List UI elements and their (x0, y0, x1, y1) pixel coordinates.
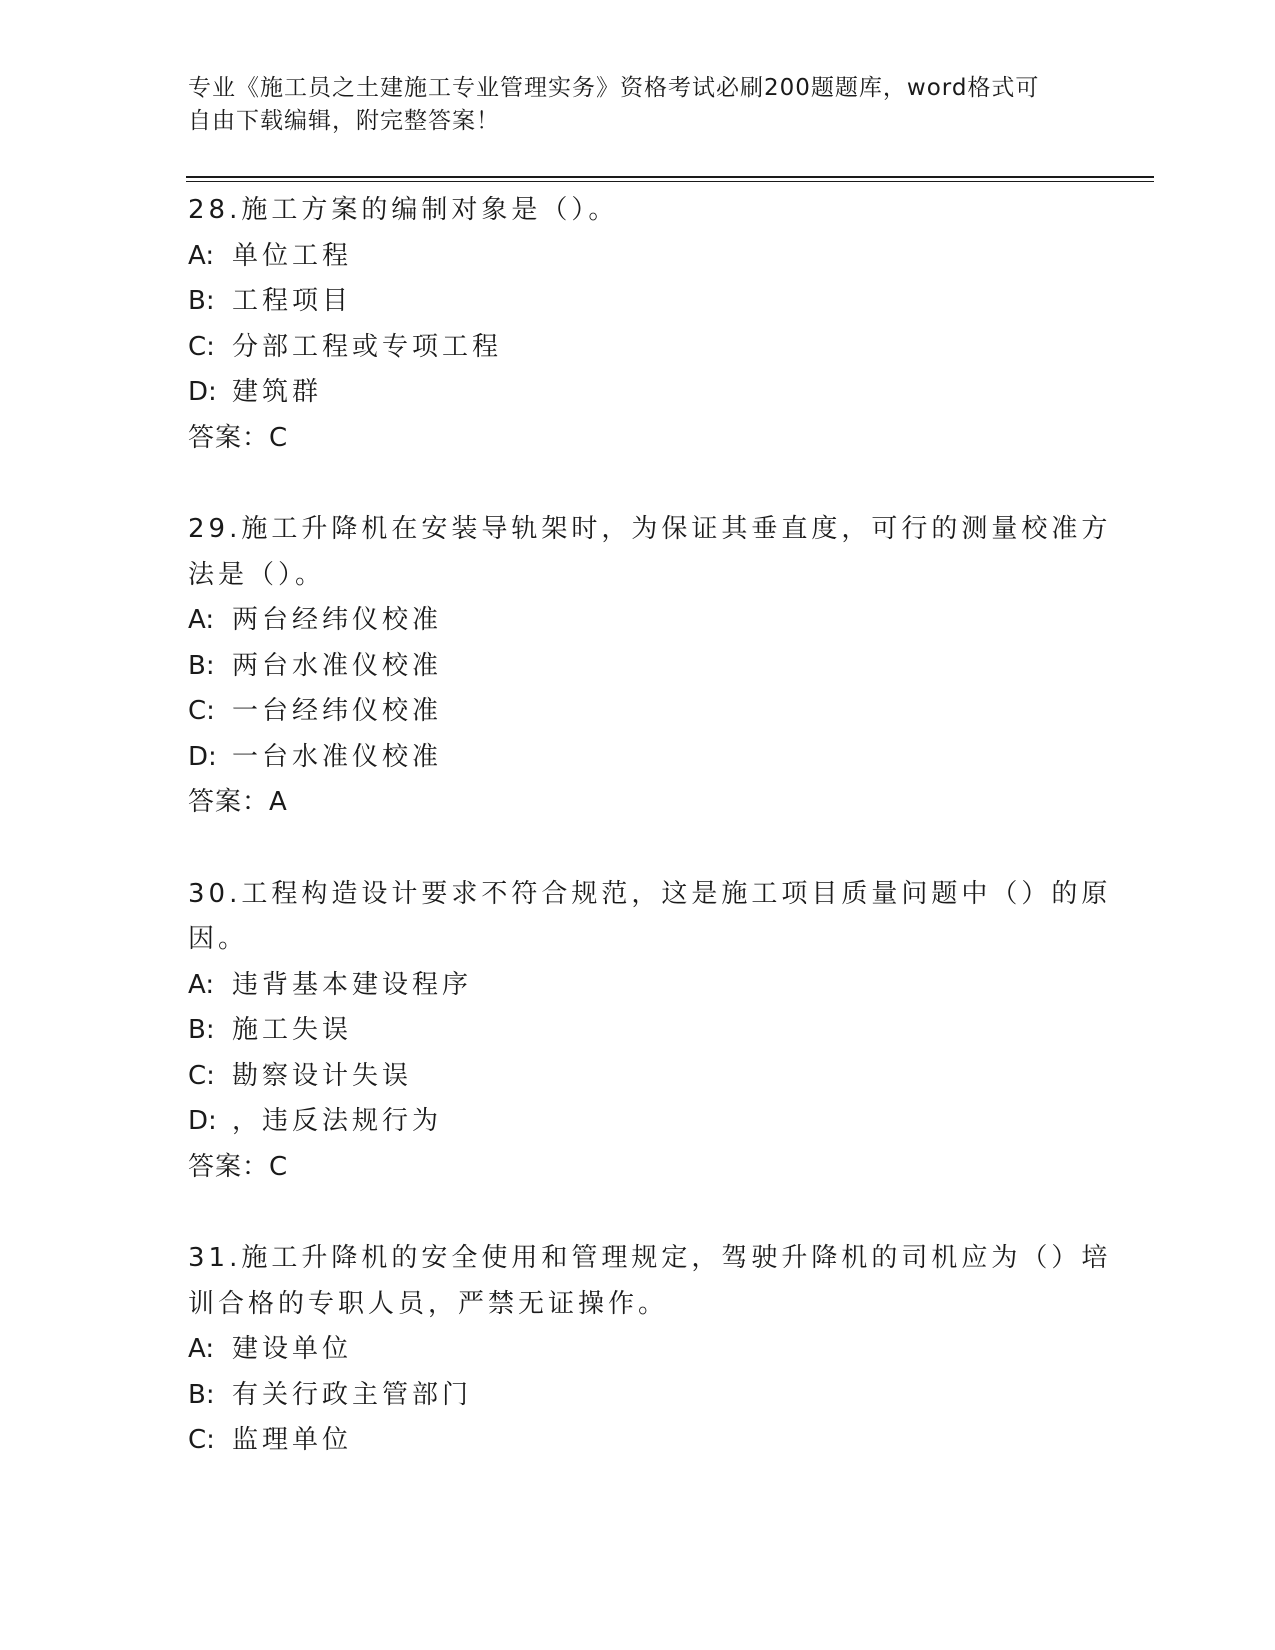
question-stem: 31.施工升降机的安全使用和管理规定，驾驶升降机的司机应为（）培 (188, 1243, 1112, 1273)
answer-value: C (269, 1151, 292, 1182)
option-label: C: (188, 696, 215, 726)
option-c (188, 689, 1088, 735)
option-text: ，违反法规行为 (232, 1106, 443, 1136)
option-a (188, 234, 1088, 280)
option-label: A: (188, 1334, 215, 1364)
option-b (188, 1373, 1088, 1419)
option-text: 建设单位 (232, 1334, 353, 1364)
option-a (188, 1327, 1088, 1373)
question-31 (188, 1236, 1112, 1464)
answer-label: 答案： (188, 1151, 270, 1182)
question-stem-continued: 法是（）。 (188, 559, 326, 590)
question-list (188, 188, 1112, 1464)
option-label: A: (188, 240, 215, 271)
option-label: D: (188, 741, 217, 772)
answer-label: 答案： (188, 422, 270, 453)
option-text: 工程项目 (232, 286, 353, 316)
option-b (188, 1008, 1088, 1054)
document-header (188, 72, 1088, 138)
option-text: 违背基本建设程序 (232, 969, 473, 1000)
option-c (188, 325, 1088, 371)
header-divider (186, 176, 1154, 178)
option-b (188, 644, 1088, 690)
question-stem: 28.施工方案的编制对象是（）。 (188, 195, 619, 225)
option-d (188, 735, 1088, 781)
option-text: 两台经纬仪校准 (232, 605, 443, 635)
option-label: A: (188, 605, 215, 635)
option-a (188, 598, 1088, 644)
option-text: 监理单位 (232, 1425, 353, 1455)
option-text: 一台水准仪校准 (232, 741, 443, 772)
option-label: D: (188, 1106, 217, 1136)
header-line-1: 专业《施工员之土建施工专业管理实务》资格考试必刷200题题库，word格式可 (188, 75, 1040, 101)
option-label: B: (188, 650, 215, 681)
question-stem-continued: 训合格的专职人员，严禁无证操作。 (188, 1288, 669, 1319)
option-b (188, 279, 1088, 325)
option-label: C: (188, 1425, 215, 1455)
option-text: 一台经纬仪校准 (232, 696, 443, 726)
header-divider-thin (186, 181, 1154, 182)
option-label: B: (188, 1379, 215, 1410)
option-a (188, 963, 1088, 1009)
answer (188, 780, 1088, 826)
question-30 (188, 872, 1112, 1191)
question-stem: 29.施工升降机在安装导轨架时，为保证其垂直度，可行的测量校准方 (188, 514, 1112, 544)
answer (188, 416, 1088, 462)
option-text: 两台水准仪校准 (232, 650, 443, 681)
option-label: B: (188, 286, 215, 316)
option-c (188, 1054, 1088, 1100)
header-line-2: 自由下载编辑，附完整答案！ (188, 108, 500, 134)
answer-label: 答案： (188, 787, 270, 817)
option-text: 分部工程或专项工程 (232, 331, 503, 362)
option-text: 施工失误 (232, 1015, 353, 1045)
option-label: C: (188, 1060, 215, 1091)
option-label: B: (188, 1015, 215, 1045)
answer-value: A (269, 787, 291, 817)
option-d (188, 1099, 1088, 1145)
question-29 (188, 507, 1112, 826)
answer (188, 1145, 1088, 1191)
option-d (188, 370, 1088, 416)
option-text: 勘察设计失误 (232, 1060, 413, 1091)
option-text: 有关行政主管部门 (232, 1379, 473, 1410)
option-label: C: (188, 331, 215, 362)
option-text: 单位工程 (232, 240, 353, 271)
question-stem-continued: 因。 (188, 924, 249, 954)
option-label: A: (188, 969, 215, 1000)
answer-value: C (269, 422, 292, 453)
question-28 (188, 188, 1088, 461)
question-stem: 30.工程构造设计要求不符合规范，这是施工项目质量问题中（）的原 (188, 878, 1112, 909)
option-label: D: (188, 377, 217, 407)
option-c (188, 1418, 1088, 1464)
option-text: 建筑群 (232, 377, 323, 407)
